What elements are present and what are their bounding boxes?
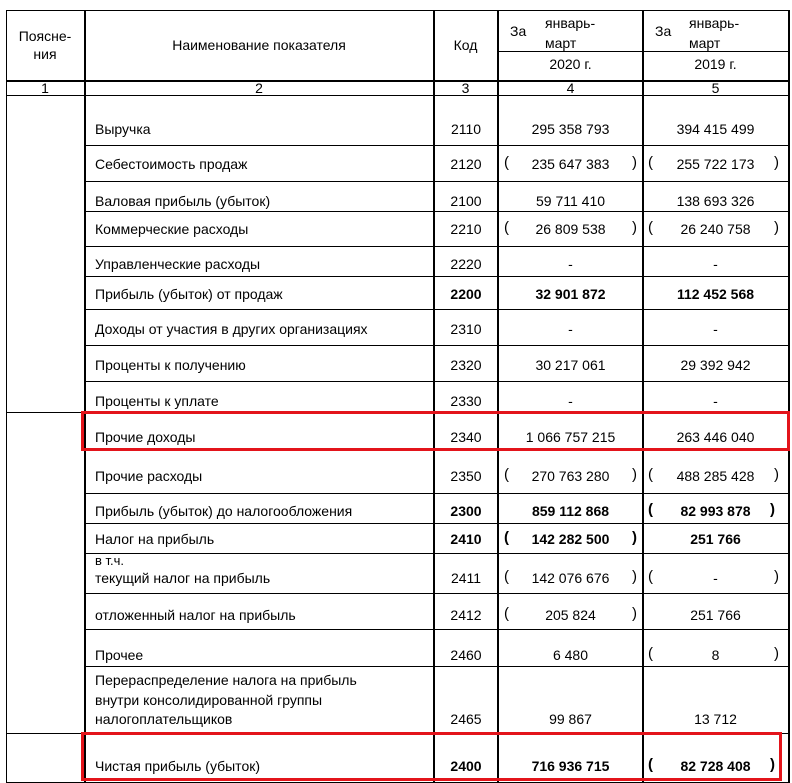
row-sep	[85, 629, 789, 630]
row-value-2019: 26 240 758	[680, 221, 751, 237]
paren-close: )	[774, 466, 779, 483]
col-number-2: 2	[255, 80, 263, 96]
row-value-2019: 82 993 878	[680, 503, 751, 519]
header-col4-period-b: март	[545, 35, 577, 51]
row-sep	[85, 593, 789, 594]
row-value-2020: 295 358 793	[531, 121, 610, 137]
row-sep	[85, 345, 789, 346]
row-code: 2220	[450, 256, 482, 272]
row-label: текущий налог на прибыль	[95, 570, 271, 586]
header-col1-line2: ния	[33, 46, 57, 62]
row-code: 2412	[450, 607, 482, 623]
row-code: 2460	[450, 647, 482, 663]
row-label: Валовая прибыль (убыток)	[95, 193, 271, 209]
row-value-2020: 30 217 061	[535, 357, 606, 373]
paren-open: (	[648, 756, 653, 773]
row-sep	[85, 553, 789, 554]
header-col1	[6, 27, 84, 63]
grid-v1	[84, 10, 86, 783]
paren-close: )	[774, 154, 779, 171]
row-sep	[85, 381, 789, 382]
header-col4-year: 2020 г.	[549, 56, 592, 72]
row-code: 2400	[450, 758, 482, 774]
row-label: Прибыль (убыток) до налогообложения	[95, 503, 353, 519]
row-value-2019: -	[713, 321, 718, 337]
row-sep	[85, 309, 789, 310]
paren-close: )	[774, 219, 779, 236]
header-col5-period-a: январь-	[689, 15, 740, 31]
row-value-2019: 394 415 499	[676, 121, 755, 137]
row-value-2020: 99 867	[549, 711, 592, 727]
paren-open: (	[504, 605, 509, 622]
row-value-2019: 112 452 568	[676, 286, 755, 302]
paren-open: (	[504, 154, 509, 171]
col-number-1: 1	[41, 80, 49, 96]
row-value-2019: 29 392 942	[680, 357, 751, 373]
row-sep	[85, 246, 789, 247]
row-value-2020: -	[568, 393, 573, 409]
row-label: Чистая прибыль (убыток)	[95, 758, 261, 774]
row-value-2019: 255 722 173	[676, 156, 755, 172]
grid-top	[6, 10, 789, 11]
row-code: 2100	[450, 193, 482, 209]
paren-close: )	[770, 756, 775, 773]
row-label-line1: Перераспределение налога на прибыль	[95, 672, 357, 688]
row-label: Управленческие расходы	[95, 256, 261, 272]
row-label: Доходы от участия в других организациях	[95, 321, 368, 337]
row-value-2020: 1 066 757 215	[525, 429, 616, 445]
row-code: 2330	[450, 393, 482, 409]
paren-close: )	[774, 568, 779, 585]
col-number-4: 4	[566, 80, 575, 96]
paren-close: )	[774, 645, 779, 662]
row-value-2019: -	[713, 570, 718, 586]
row-value-2019: 251 766	[690, 531, 741, 547]
paren-open: (	[648, 466, 653, 483]
row-value-2019: 138 693 326	[676, 193, 755, 209]
row-value-2019: -	[713, 256, 718, 272]
header-col3: Код	[453, 37, 478, 53]
row-sep	[85, 145, 789, 146]
row-sep	[85, 523, 789, 524]
header-col5-year: 2019 г.	[694, 56, 737, 72]
row-code: 2410	[450, 531, 482, 547]
col-number-5: 5	[711, 80, 720, 96]
row-value-2020: -	[568, 321, 573, 337]
paren-open: (	[648, 219, 653, 236]
row-label: Налог на прибыль	[95, 531, 215, 547]
row-code: 2310	[450, 321, 482, 337]
row-code: 2300	[450, 503, 482, 519]
grid-right	[788, 10, 790, 783]
paren-close: )	[632, 219, 637, 236]
row-code: 2320	[450, 357, 482, 373]
row-label: Прибыль (убыток) от продаж	[95, 286, 283, 302]
row-value-2020: 859 112 868	[531, 503, 610, 519]
row-value-2020: 205 824	[545, 607, 596, 623]
paren-open: (	[504, 529, 509, 546]
paren-open: (	[648, 154, 653, 171]
row-value-2020: 716 936 715	[531, 758, 610, 774]
header-col1-line1: Поясне-	[18, 28, 72, 44]
row-value-2020: 26 809 538	[535, 221, 606, 237]
paren-open: (	[648, 568, 653, 585]
row-value-2019: 488 285 428	[676, 468, 755, 484]
col-number-3: 3	[461, 80, 470, 96]
row-value-2019: 8	[711, 647, 720, 663]
row-value-2020: 142 076 676	[531, 570, 610, 586]
row-label-line2: внутри консолидированной группы	[95, 692, 323, 708]
row-value-2019: 263 446 040	[676, 429, 755, 445]
highlight-net-profit	[81, 732, 782, 781]
row-value-2019: -	[713, 393, 718, 409]
paren-open: (	[504, 466, 509, 483]
row-sep	[85, 181, 789, 182]
row-label: отложенный налог на прибыль	[95, 607, 296, 623]
paren-close: )	[632, 154, 637, 171]
paren-open: (	[648, 501, 653, 518]
paren-close: )	[632, 605, 637, 622]
row-sep	[85, 666, 789, 667]
row-label-prefix: в т.ч.	[95, 553, 125, 568]
row-label: Прочие расходы	[95, 468, 203, 484]
row-value-2020: 270 763 280	[531, 468, 610, 484]
row-label: Прочие доходы	[95, 429, 196, 445]
paren-close: )	[632, 529, 637, 546]
header-col5-za: За	[655, 23, 672, 39]
row-value-2019: 82 728 408	[680, 758, 751, 774]
row-label: Коммерческие расходы	[95, 221, 249, 237]
paren-open: (	[648, 645, 653, 662]
row-code: 2340	[450, 429, 482, 445]
row-value-2020: 6 480	[552, 647, 589, 663]
row-code: 2411	[450, 570, 482, 586]
row-value-2020: 142 282 500	[531, 531, 610, 547]
header-col4-za: За	[510, 23, 527, 39]
paren-close: )	[770, 501, 775, 518]
row-sep	[85, 211, 789, 212]
row-label: налогоплательщиков	[95, 711, 233, 727]
row-value-2020: -	[568, 256, 573, 272]
paren-open: (	[504, 568, 509, 585]
row-label: Проценты к получению	[95, 357, 246, 373]
row-code: 2110	[450, 121, 482, 137]
row-label: Проценты к уплате	[95, 393, 219, 409]
header-col2: Наименование показателя	[172, 37, 346, 53]
row-label: Прочее	[95, 647, 144, 663]
row-code: 2465	[450, 711, 482, 727]
grid-left	[6, 10, 7, 783]
paren-close: )	[632, 466, 637, 483]
row-label: Себестоимость продаж	[95, 156, 248, 172]
row-value-2020: 32 901 872	[535, 286, 606, 302]
row-value-2020: 235 647 383	[531, 156, 610, 172]
header-col5-period-b: март	[689, 35, 721, 51]
row-code: 2210	[450, 221, 482, 237]
row-value-2019: 251 766	[690, 607, 741, 623]
row-label: Выручка	[95, 121, 151, 137]
paren-open: (	[504, 219, 509, 236]
row-code: 2200	[450, 286, 482, 302]
row-code: 2120	[450, 156, 482, 172]
row-code: 2350	[450, 468, 482, 484]
row-value-2019: 13 712	[694, 711, 737, 727]
row-sep	[85, 493, 789, 494]
paren-close: )	[632, 568, 637, 585]
row-sep	[85, 276, 789, 277]
header-col4-period-a: январь-	[545, 15, 596, 31]
highlight-other-income	[81, 411, 790, 451]
row-value-2020: 59 711 410	[535, 193, 606, 209]
